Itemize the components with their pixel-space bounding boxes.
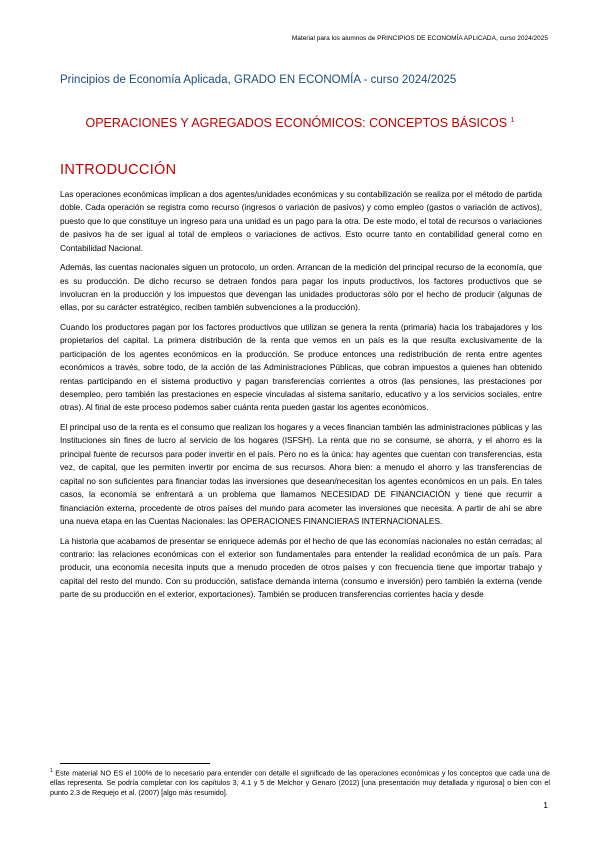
footnote-mark: 1 [50,768,53,774]
paragraph: Cuando los productores pagan por los factores productivos que utilizan se genera la renta (primaria) hacia los trabajadores y los propietarios del capital. La primera distribución de la renta que vemos en un país es la que resulta exclusivamente de la participación de los agentes económicos en la producción. Se produce entonces una redistribución de renta entre agentes económicos a través, sobre todo, de la acción de las Administraciones Públicas, que cobran impuestos a quienes han obtenido rentas participando en el sistema productivo y pagan transferencias corrientes a otros (las pensiones, las prestaciones por desempleo, pero también las prestaciones en especie vinculadas al sistema sanitario, educativo y a los servicios sociales, entre otras). Al final de este proceso podemos saber cuánta renta pueden gastar los agentes económicos. [60,322,542,413]
course-line: Principios de Economía Aplicada, GRADO EN ECONOMÍA - curso 2024/2025 [60,74,457,86]
paragraph: El principal uso de la renta es el consumo que realizan los hogares y a veces financian también las administraciones públicas y las Instituciones sin fines de lucro al servicio de los hogares (ISFSH). La renta que no se consume, se ahorra, y el ahorro es la principal fuente de recursos para poder invertir en el país. Pero no es la única: hay agentes que cuentan con transferencias, esta vez, de capital, que les permiten invertir por encima de sus recursos. Ahora bien: a menudo el ahorro y las transferencias de capital no son suficientes para financiar todas las inversiones que desean/necesitan los agentes económicos en un país. En tales casos, la economía se enfrentará a un problema que llamamos NECESIDAD DE FINANCIACIÓN y tiene que recurrir a financiación externa, procedente de otros países del mundo para acometer las inversiones que necesita. A partir de ahí se abre una nueva etapa en las Cuentas Nacionales: las OPERACIONES FINANCIERAS INTERNACIONALES. [60,422,542,526]
paragraph: La historia que acabamos de presentar se enriquece además por el hecho de que las economías nacionales no están cerradas; al contrario: las relaciones económicas con el exterior son fundamentales para entender la realidad económica de un país. Para producir, una economía necesita inputs que a menudo proceden de otros países y con frecuencia tiene que importar trabajo y capital del resto del mundo. Con su producción, satisface demanda interna (consumo e inversión) pero también la externa (vende parte de su producción en el exterior, exportaciones). También se producen transferencias corrientes hacia y desde [60,535,542,600]
document-title-text: OPERACIONES Y AGREGADOS ECONÓMICOS: CONCEPTOS BÁSICOS [85,116,508,130]
paragraph: Además, las cuentas nacionales siguen un protocolo, un orden. Arrancan de la medición del principal recurso de la economía, que es su producción. De dicho recurso se detraen fondos para pagar los inputs productivos, los factores productivos que se involucran en la producción y los impuestos que devengan las unidades productoras sólo por el hecho de producir (algunas de ellas, por su carácter estratégico, reciben también subvenciones a la producción). [60,262,542,313]
document-title [0,116,600,130]
footnote-divider [60,763,210,764]
section-heading: INTRODUCCIÓN [60,162,177,178]
running-header: Material para los alumnos de PRINCIPIOS DE ECONOMÍA APLICADA, curso 2024/2025 [291,35,548,42]
paragraph: Las operaciones económicas implican a dos agentes/unidades económicas y su contabilización se realiza por el método de partida doble. Cada operación se registra como recurso (ingresos o variación de pasivos) y como empleo (gastos o variación de activos), puesto que lo que constituye un ingreso para una unidad es un pago para la otra. De este modo, el total de recursos o variaciones de pasivos ha de ser igual al total de empleos o variaciones de activos. Esto ocurre tanto en contabilidad general como en Contabilidad Nacional. [60,189,542,253]
footnote-text: Este material NO ES el 100% de lo necesario para entender con detalle el significado de las operaciones económicas y los conceptos que cada una de ellas representa. Se podría completar con los capítulos 3, 4.1 y 5 de Melchor y Genaro (2012) [una presentación muy detallada y rigurosa] o bien con el punto 2.3 de Requejo et al. (2007) [algo más resumido]. [50,768,550,797]
page-number: 1 [543,800,548,810]
footnote [50,767,550,797]
body-text [60,188,542,608]
title-footnote-mark[interactable]: 1 [510,116,515,124]
